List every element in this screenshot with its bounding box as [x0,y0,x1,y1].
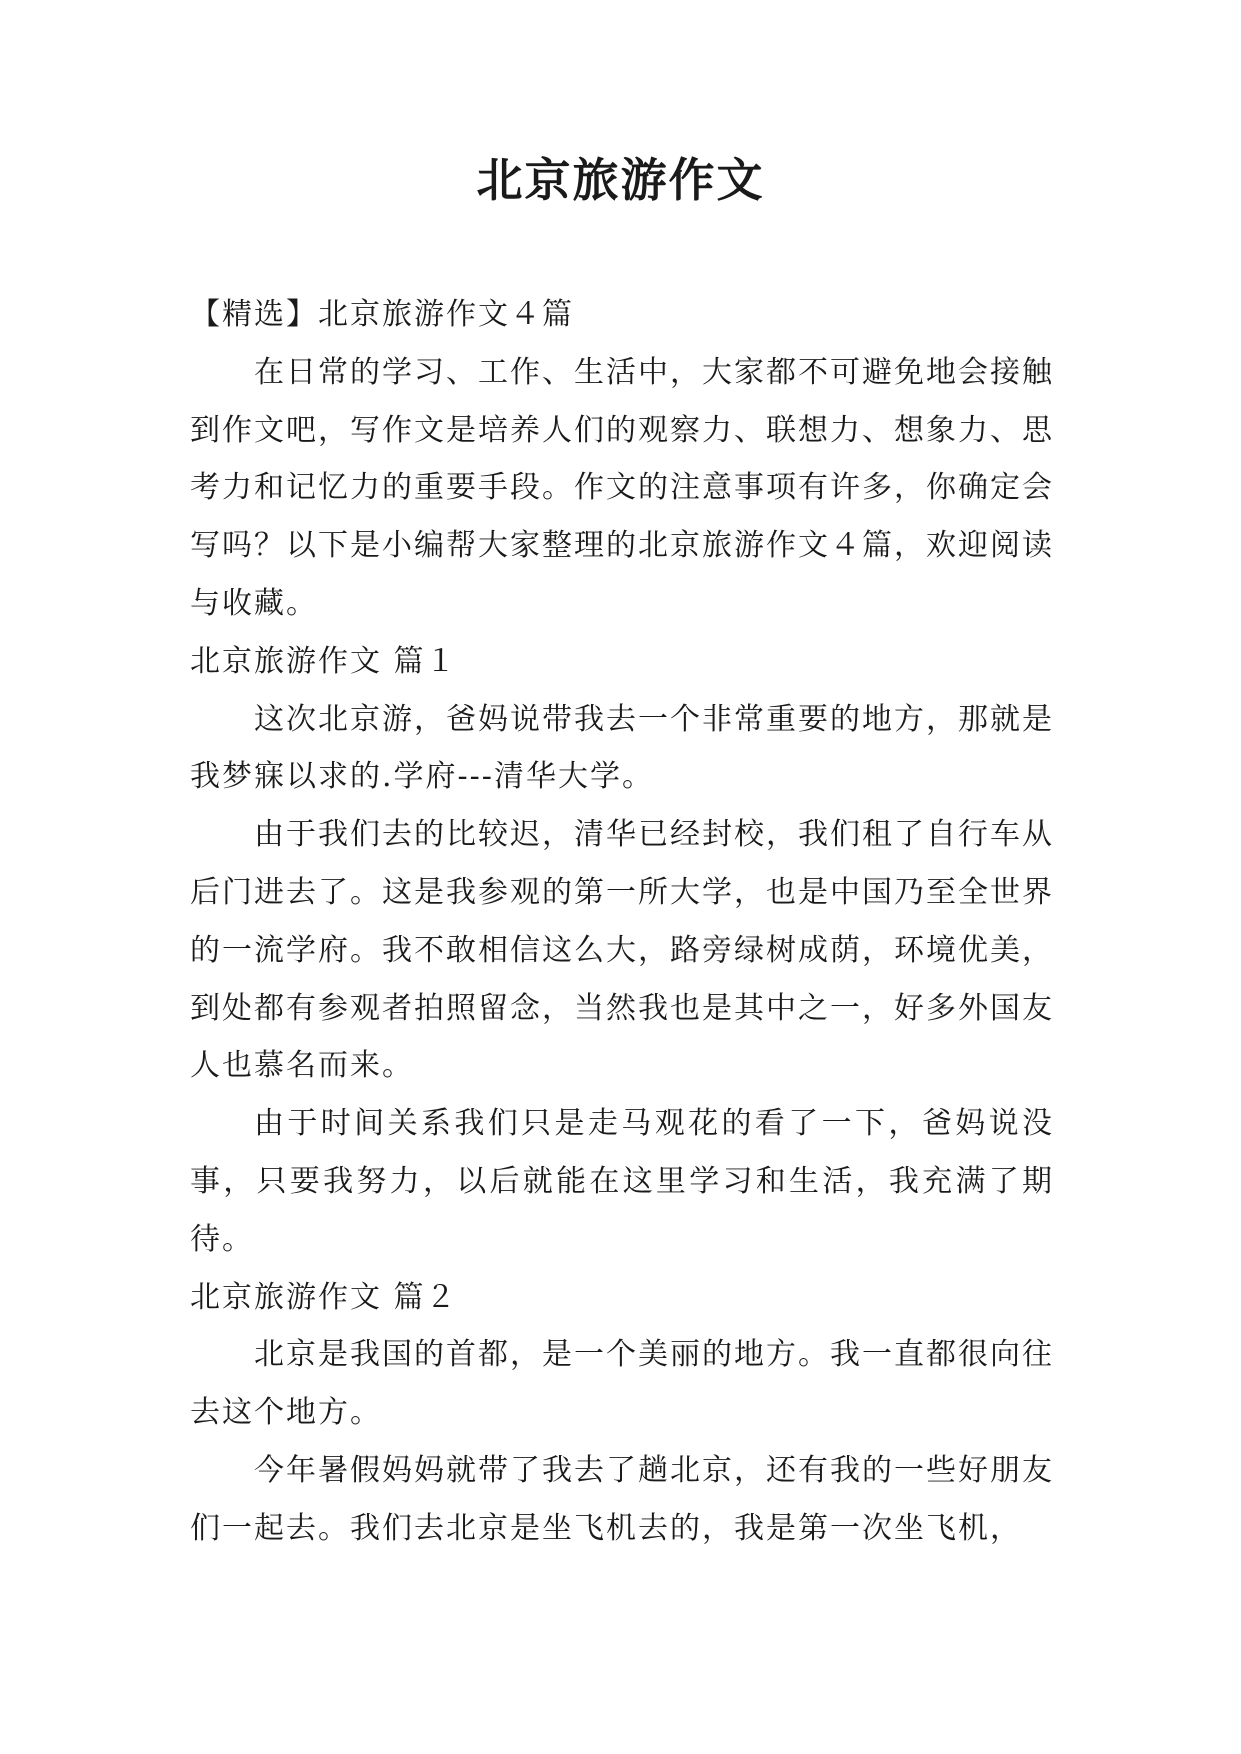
section-1-paragraph-2: 由于我们去的比较迟，清华已经封校，我们租了自行车从后门进去了。这是我参观的第一所大学，也是中国乃至全世界的一流学府。我不敢相信这么大，路旁绿树成荫，环境优美，到处都有参观者拍照留念，当然我也是其中之一，好多外国友人也慕名而来。 [190,817,1054,1084]
intro-paragraph: 在日常的学习、工作、生活中，大家都不可避免地会接触到作文吧，写作文是培养人们的观察力、联想力、想象力、思考力和记忆力的重要手段。作文的注意事项有许多，你确定会写吗？以下是小编帮大家整理的北京旅游作文４篇，欢迎阅读与收藏。 [190,354,1054,621]
section-1-heading: 北京旅游作文 篇１ [190,643,458,679]
document-body [190,286,1054,1558]
section-1-paragraph-1: 这次北京游，爸妈说带我去一个非常重要的地方，那就是我梦寐以求的.学府---清华大学。 [190,701,1054,795]
section-2-paragraph-2: 今年暑假妈妈就带了我去了趟北京，还有我的一些好朋友们一起去。我们去北京是坐飞机去的，我是第一次坐飞机， [190,1452,1054,1546]
section-2-paragraph-1: 北京是我国的首都，是一个美丽的地方。我一直都很向往去这个地方。 [190,1337,1054,1431]
section-1-paragraph-3: 由于时间关系我们只是走马观花的看了一下，爸妈说没事，只要我努力，以后就能在这里学习和生活，我充满了期待。 [190,1106,1054,1257]
intro-heading: 【精选】北京旅游作文４篇 [190,297,574,332]
document-title: 北京旅游作文 [476,153,765,207]
section-2-heading: 北京旅游作文 篇２ [190,1279,458,1315]
